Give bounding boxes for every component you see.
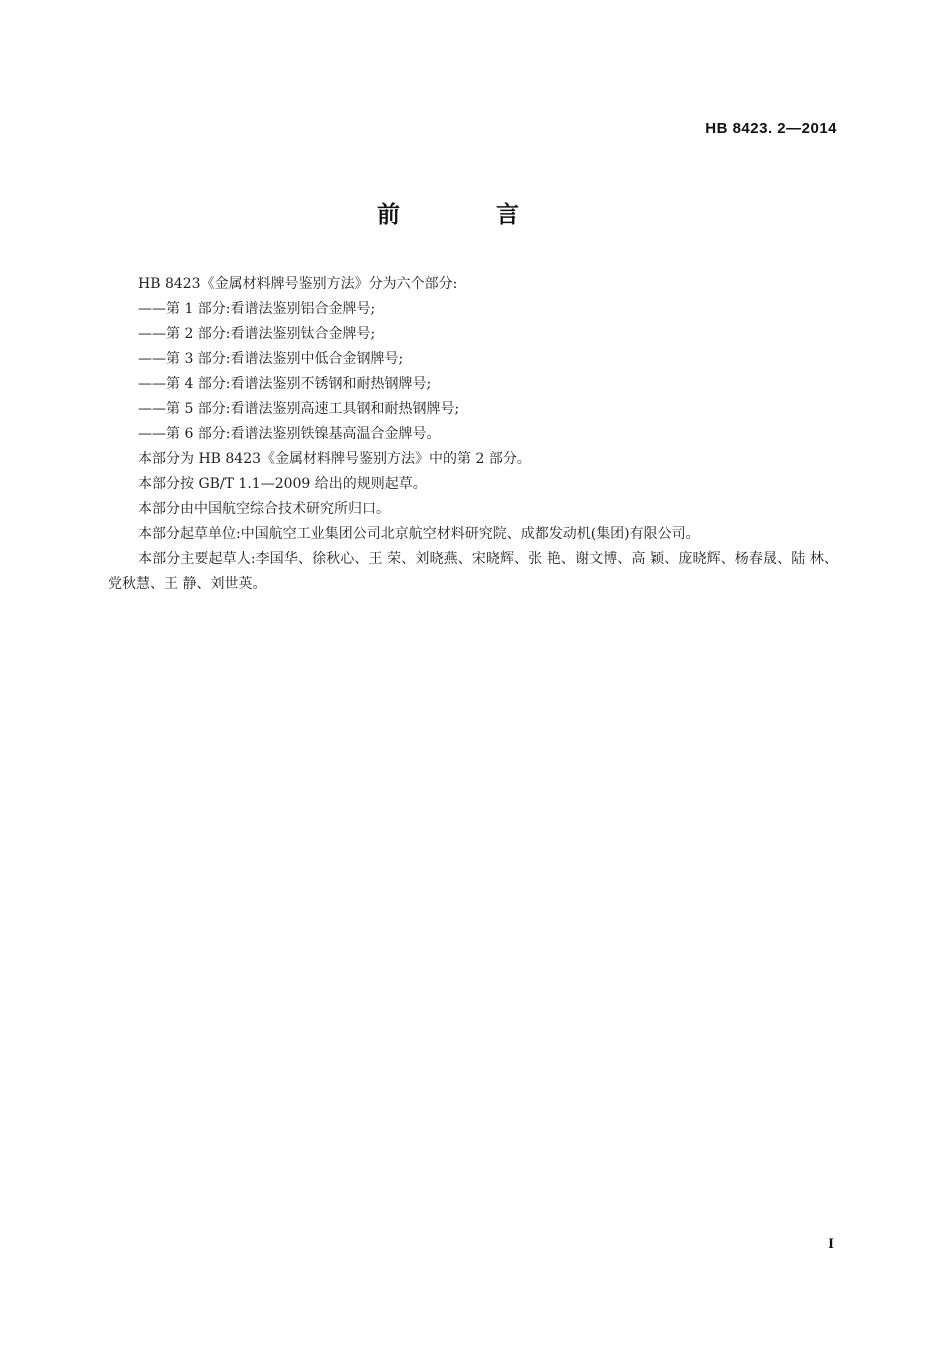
paragraph-intro: HB 8423《金属材料牌号鉴别方法》分为六个部分: (138, 276, 458, 292)
paragraph-drafting-rules: 本部分按 GB/T 1.1—2009 给出的规则起草。 (138, 476, 427, 492)
document-code: HB 8423. 2—2014 (705, 120, 837, 137)
list-item-part-6: ——第 6 部分:看谱法鉴别铁镍基高温合金牌号。 (138, 426, 441, 442)
list-item-part-5: ——第 5 部分:看谱法鉴别高速工具钢和耐热钢牌号; (138, 401, 460, 417)
section-title: 前 言 (376, 202, 563, 228)
list-item-part-2: ——第 2 部分:看谱法鉴别钛合金牌号; (138, 326, 376, 342)
paragraph-drafters: 本部分主要起草人:李国华、徐秋心、王 荣、刘晓燕、宋晓辉、张 艳、谢文博、高 颖、庞晓辉、杨春晟、陆 林、党秋慧、王 静、刘世英。 (108, 551, 838, 592)
paragraph-drafting-units: 本部分起草单位:中国航空工业集团公司北京航空材料研究院、成都发动机(集团)有限公司。 (138, 526, 700, 542)
preface-body (108, 272, 838, 597)
paragraph-this-part: 本部分为 HB 8423《金属材料牌号鉴别方法》中的第 2 部分。 (138, 451, 531, 467)
paragraph-centralized-by: 本部分由中国航空综合技术研究所归口。 (138, 501, 390, 517)
list-item-part-3: ——第 3 部分:看谱法鉴别中低合金钢牌号; (138, 351, 404, 367)
list-item-part-1: ——第 1 部分:看谱法鉴别铝合金牌号; (138, 301, 376, 317)
page-number: I (828, 1236, 834, 1252)
list-item-part-4: ——第 4 部分:看谱法鉴别不锈钢和耐热钢牌号; (138, 376, 432, 392)
